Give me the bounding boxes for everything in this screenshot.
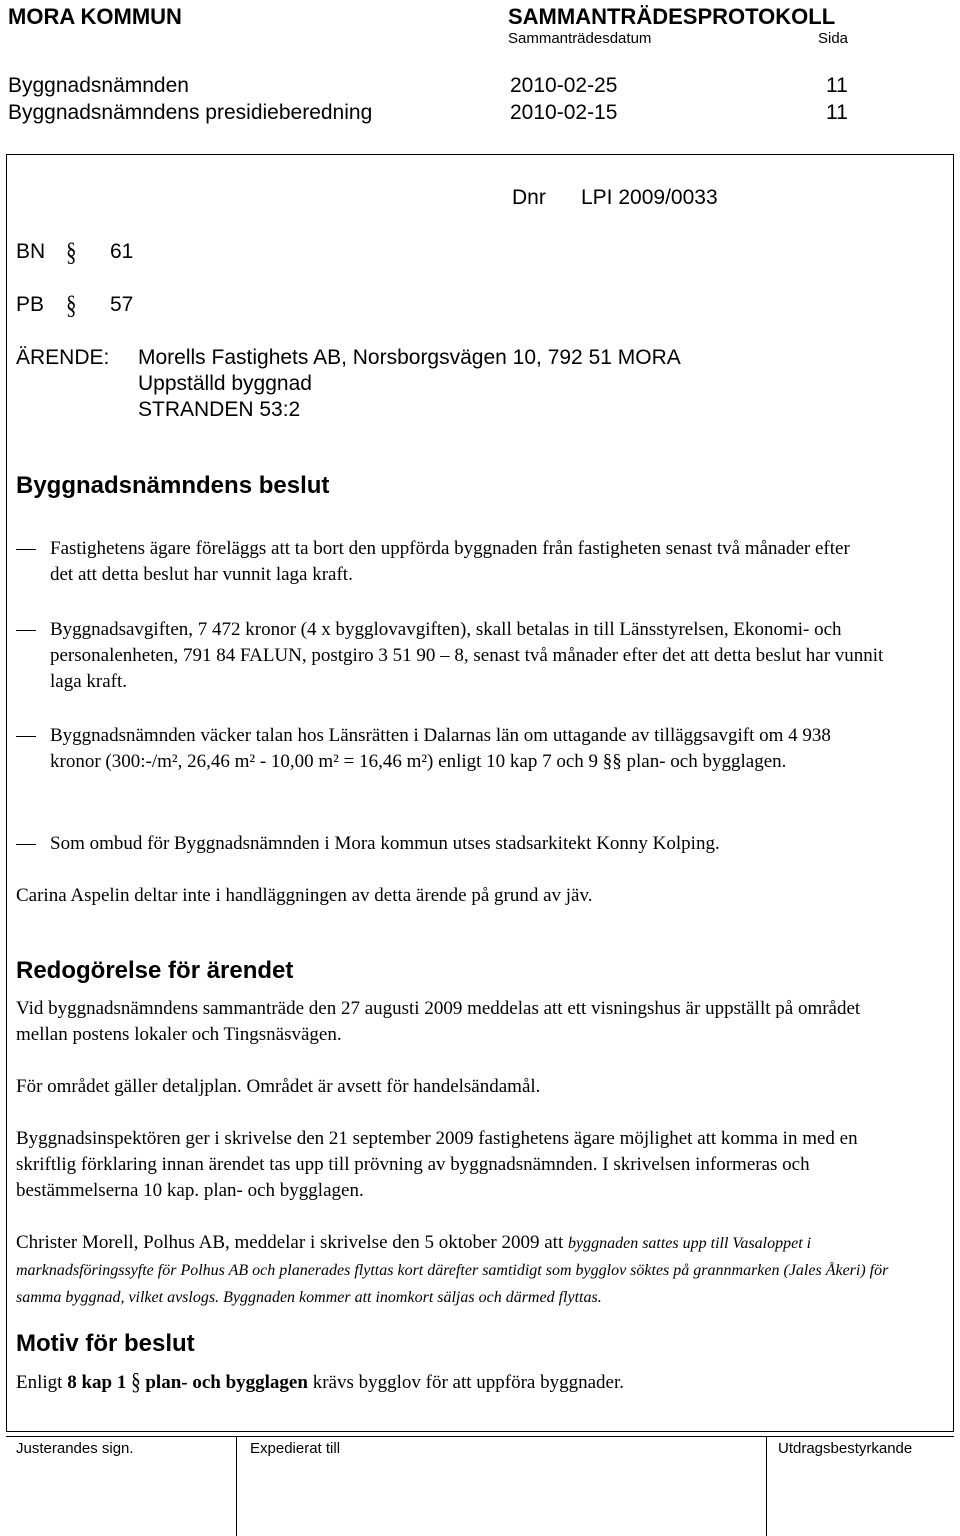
motive-paragraph [16, 1370, 906, 1396]
arende-line: Uppställd byggnad [138, 372, 312, 395]
document-type: SAMMANTRÄDESPROTOKOLL [508, 4, 836, 29]
disqualification-note: Carina Aspelin deltar inte i handläggningen av detta ärende på grund av jäv. [16, 885, 593, 906]
bn-number: 61 [110, 240, 134, 263]
page-label: Sida [818, 30, 849, 47]
motive-heading: Motiv för beslut [16, 1330, 195, 1357]
quote-text: byggnaden sattes upp till Vasaloppet i marknadsföringssyfte för Polhus AB och planerades flyttas kort därefter samtidigt som bygglov söktes på grannmarken (Jales Åkeri) för samma byggnad, vilket avslogs. Byggnaden kommer att inomkort säljas och därmed flyttas. [16, 1235, 889, 1306]
presidium-page: 11 [826, 101, 848, 124]
committee-date: 2010-02-25 [510, 74, 618, 97]
pb-label: PB [16, 293, 45, 316]
meeting-date-label: Sammanträdesdatum [508, 30, 652, 47]
report-paragraph-quote [16, 1230, 906, 1311]
bullet-dash [16, 630, 36, 631]
bullet-dash [16, 549, 36, 550]
report-heading: Redogörelse för ärendet [16, 957, 294, 984]
arende-label: ÄRENDE: [16, 346, 110, 369]
decision-bullet: Som ombud för Byggnadsnämnden i Mora kommun utses stadsarkitekt Konny Kolping. [50, 833, 720, 854]
dnr-value: LPI 2009/0033 [581, 186, 718, 209]
motive-symbol: § [131, 1369, 141, 1396]
footer-signature-label: Justerandes sign. [16, 1440, 134, 1457]
motive-law: plan- och bygglagen [145, 1372, 308, 1393]
bn-label: BN [16, 240, 46, 263]
footer-divider [6, 1436, 954, 1437]
pb-paragraph-symbol: § [66, 289, 77, 320]
committee-name: Byggnadsnämnden [8, 74, 189, 97]
decision-bullet: Byggnadsavgiften, 7 472 kronor (4 x bygglovavgiften), skall betalas in till Länsstyrelsen, Ekonomi- och personalenheten, 791 84 FALUN, postgiro 3 51 90 – 8, senast två månader efter det att detta beslut har vunnit laga kraft. [50, 619, 884, 692]
motive-pre: Enligt [16, 1372, 63, 1393]
report-paragraph: För området gäller detaljplan. Området är avsett för handelsändamål. [16, 1076, 541, 1097]
bullet-dash [16, 844, 36, 845]
footer-column-divider [236, 1436, 237, 1536]
committee-page: 11 [826, 74, 848, 97]
decision-heading: Byggnadsnämndens beslut [16, 472, 330, 499]
municipality-name: MORA KOMMUN [8, 4, 182, 29]
presidium-date: 2010-02-15 [510, 101, 618, 124]
motive-ref: 8 kap 1 [67, 1372, 127, 1393]
report-paragraph: Vid byggnadsnämndens sammanträde den 27 augusti 2009 meddelas att ett visningshus är uppställt på området mellan postens lokaler och Tingsnäsvägen. [16, 998, 861, 1045]
decision-bullet: Fastighetens ägare föreläggs att ta bort den uppförda byggnaden från fastigheten senast två månader efter det att detta beslut har vunnit laga kraft. [50, 538, 850, 585]
bn-paragraph-symbol: § [66, 236, 77, 267]
quote-intro: Christer Morell, Polhus AB, meddelar i skrivelse den 5 oktober 2009 att [16, 1232, 564, 1253]
decision-bullet: Byggnadsnämnden väcker talan hos Länsrätten i Dalarnas län om uttagande av tilläggsavgift om 4 938 kronor (300:-/m², 26,46 m² - 10,00 m² = 16,46 m²) enligt 10 kap 7 och 9 §§ plan- och bygglagen. [50, 725, 831, 772]
motive-post: krävs bygglov för att uppföra byggnader. [312, 1372, 624, 1393]
footer-column-divider [766, 1436, 767, 1536]
footer-certification-label: Utdragsbestyrkande [778, 1440, 913, 1457]
footer-sent-to-label: Expedierat till [250, 1440, 341, 1457]
bullet-dash [16, 736, 36, 737]
arende-line: Morells Fastighets AB, Norsborgsvägen 10, 792 51 MORA [138, 346, 681, 369]
arende-line: STRANDEN 53:2 [138, 398, 301, 421]
presidium-name: Byggnadsnämndens presidieberedning [8, 101, 373, 124]
report-paragraph: Byggnadsinspektören ger i skrivelse den 21 september 2009 fastighetens ägare möjlighet att komma in med en skriftlig förklaring innan ärendet tas upp till prövning av byggnadsnämnden. I skrivelsen informeras och bestämmelserna 10 kap. plan- och bygglagen. [16, 1128, 858, 1201]
dnr-label: Dnr [512, 186, 546, 209]
pb-number: 57 [110, 293, 134, 316]
